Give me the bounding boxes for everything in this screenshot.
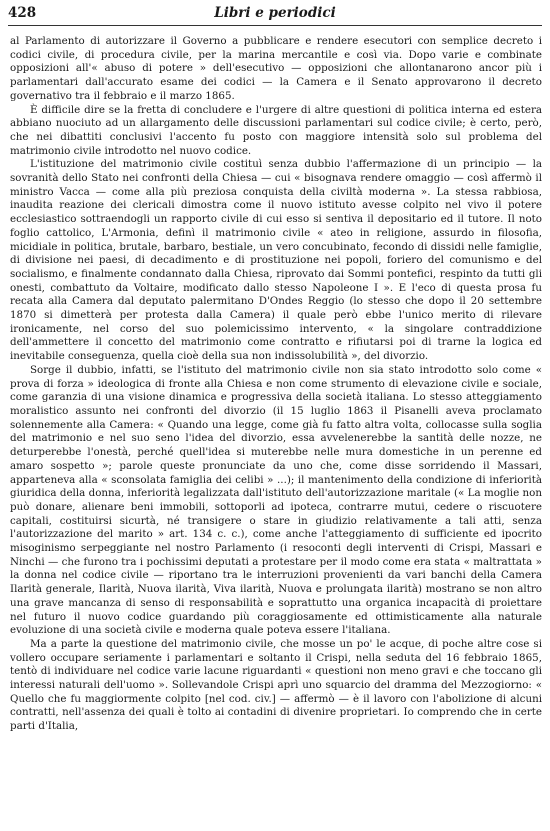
header-rule: [8, 25, 542, 26]
page-number: 428: [8, 5, 37, 21]
running-title: Libri e periodici: [214, 5, 336, 21]
paragraph: Sorge il dubbio, infatti, se l'istituto del matrimonio civile non sia stato introdotto solo come « prova di forza » ideologica di fronte alla Chiesa e non come strumento di elevazione civile e sociale, come garanzia di una visione dinamica e progressiva della società italiana. Lo stesso atteggiamento moralistico assunto nei confronti del divorzio (il 15 luglio 1863 il Pisanelli aveva proclamato solennemente alla Camera: « Quando una legge, come già fu fatto altra volta, collocasse sulla soglia del matrimonio e nel suo seno l'idea del divorzio, essa avvelenerebbe la santità delle nozze, ne deturperebbe l'onestà, perché quell'idea si muterebbe nelle mura domestiche in un perenne ed amaro sospetto »; parole queste pronunciate da uno che, come disse sorridendo il Massari, apparteneva alla « sconsolata famiglia dei celibi » ...); il mantenimento della condizione di inferiorità giuridica della donna, inferiorità legalizzata dall'istituto dell'autorizzazione maritale (« La moglie non può donare, alienare beni immobili, sottoporli ad ipoteca, contrarre mutui, cedere o riscuotere capitali, costituirsi sicurtà, né transigere o stare in giudizio relativamente a tali atti, senza l'autorizzazione del marito » art. 134 c. c.), come anche l'atteggiamento di sufficiente ed ipocrito misoginismo serpeggiante nel nostro Parlamento (i resoconti degli interventi di Crispi, Massari e Ninchi — che furono tra i pochissimi deputati a protestare per il modo come era stata « maltrattata » la donna nel codice civile — riportano tra le interruzioni provenienti da vari banchi della Camera Ilarità generale, Ilarità, Nuova ilarità, Viva ilarità, Nuova e prolungata ilarità) mostrano se non altro una grave mancanza di senso di responsabilità e soprattutto una organica incapacità di proiettare nel futuro il nuovo codice guardando più coraggiosamente ed ottimisticamente alla naturale evoluzione di una società civile e moderna quale poteva essere l'italiana.: [10, 363, 542, 637]
paragraph: al Parlamento di autorizzare il Governo a pubblicare e rendere esecutori con semplice decreto i codici civile, di procedura civile, per la marina mercantile e così via. Dopo varie e combinate opposizioni all'« abuso di potere » dell'esecutivo — opposizioni che allontanarono ancor più i parlamentari dall'accurato esame dei codici — la Camera e il Senato approvarono il decreto governativo tra il febbraio e il marzo 1865.: [10, 35, 542, 102]
paragraph: L'istituzione del matrimonio civile costituì senza dubbio l'affermazione di un principio — la sovranità dello Stato nei confronti della Chiesa — cui « bisognava rendere omaggio — così affermò il ministro Vacca — come alla più preziosa conquista della civiltà moderna ». La stessa rabbiosa, inaudita reazione dei clericali dimostra come il nuovo istituto avesse colpito nel vivo il potere ecclesiastico sottraendogli un rapporto civile di cui esso si sentiva il depositario ed il tutore. Il noto foglio cattolico, L'Armonia, definì il matrimonio civile « ateo in religione, assurdo in filosofia, micidiale in politica, brutale, barbaro, bestiale, un vero concubinato, fecondo di dissidi nelle famiglie, di divisione nei paesi, di decadimento e di prostituzione nei popoli, foriero del comunismo e del socialismo, e finalmente condannato dalla Chiesa, riprovato dai Sommi pontefici, respinto da tutti gli onesti, combattuto da Voltaire, modificato dallo stesso Napoleone I ». E l'eco di questa prosa fu recata alla Camera dal deputato palermitano D'Ondes Reggio (lo stesso che dopo il 20 settembre 1870 si dimetterà per protesta dalla Camera) il quale però ebbe l'unico merito di rilevare ironicamente, nel corso del suo polemicissimo intervento, « la singolare contraddizione dell'ammettere il concetto del matrimonio come contratto e rifiutarsi poi di trarne la logica ed inevitabile conseguenza, quella cioè della sua non indissolubilità », del divorzio.: [10, 158, 542, 363]
paragraph: Ma a parte la questione del matrimonio civile, che mosse un po' le acque, di poche altre cose si vollero occupare seriamente i parlamentari e soltanto il Crispi, nella seduta del 16 febbraio 1865, tentò di individuare nel codice varie lacune riguardanti « questioni non meno gravi e che toccano gli interessi naturali dell'uomo ». Sollevandole Crispi aprì uno squarcio del dramma del Mezzogiorno: « Quello che fu maggiormente colpito [nel cod. civ.] — affermò — è il lavoro con l'abolizione di alcuni contratti, nell'assenza dei quali è tolto ai contadini di divenire proprietari. Io comprendo che in certe parti d'Italia,: [10, 637, 542, 733]
body-text: [10, 35, 542, 734]
page-header: [8, 5, 542, 25]
paragraph: È difficile dire se la fretta di concludere e l'urgere di altre questioni di politica interna ed estera abbiano nuociuto ad un allargamento delle discussioni parlamentari sul codice civile; è certo, però, che nei dibattiti conclusivi l'accento fu posto con maggiore intensità solo sul problema del matrimonio civile introdotto nel nuovo codice.: [10, 103, 542, 157]
